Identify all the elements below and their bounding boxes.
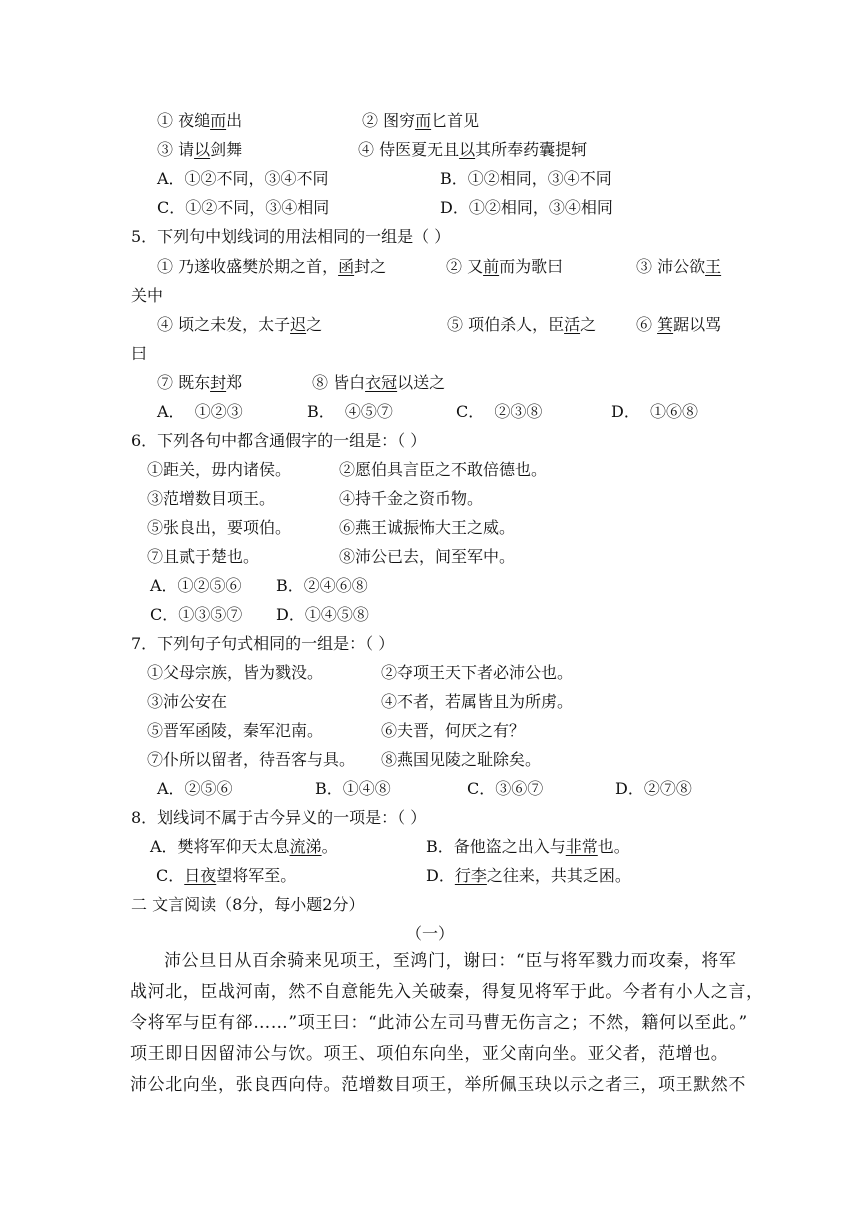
q8-choice-d-underlined: 行李 [454,866,487,885]
q5-option-5-pre: ⑤ 项伯杀人，臣 [447,315,565,334]
q7-sentence-1: ①父母宗族，皆为戮没。 [147,663,324,682]
q6-choice-d: D．①④⑤⑧ [276,605,369,624]
q6-sentence-8: ⑧沛公已去，间至军中。 [339,547,516,566]
q7-choice-d: D．②⑦⑧ [615,779,692,798]
q5-option-6-pre: ⑥ [636,315,658,334]
q7-sentence-6: ⑥夫晋，何厌之有？ [381,721,526,740]
q7-choice-b: B．①④⑧ [315,779,391,798]
passage-text [130,946,764,1101]
q8-choice-c-pre: C． [156,866,185,885]
q8-choice-b [426,837,630,857]
q7-sentence-7: ⑦仆所以留者，待吾客与具。 [147,750,356,769]
q5-option-3-continued: 关中 [131,286,164,305]
q5-stem: 5．下列句中划线词的用法相同的一组是（ ） [131,227,451,246]
q5-choice-b: B． ④⑤⑦ [307,402,393,421]
q8-choice-b-pre: B．备他盗之出入与 [426,837,566,856]
q8-stem: 8．划线词不属于古今异义的一项是：（ ） [131,808,427,827]
q6-stem: 6．下列各句中都含通假字的一组是：（ ） [131,431,427,450]
q5-option-2-pre: ② 又 [446,257,484,276]
q5-option-8 [312,373,445,393]
q4-choice-b: B．①②相同，③④不同 [440,169,612,188]
q8-choice-a-pre: A．樊将军仰天太息 [150,837,290,856]
passage-line-2: 战河北，臣战河南，然不自意能先入关破秦，得复见将军于此。今者有小人之言， [130,982,764,1002]
passage-line-3: 令将军与臣有郤……”项王曰：“此沛公左司马曹无伤言之；不然，籍何以至此。” [130,1013,748,1033]
q4-option-4-post: 其所奉药囊提轲 [475,140,588,159]
q5-option-6 [636,315,721,335]
q8-choice-b-underlined: 非常 [565,837,598,856]
q5-option-8-post: 以送之 [397,373,446,392]
q6-sentence-1: ①距关，毋内诸侯。 [147,460,292,479]
q5-option-2-post: 而为歌曰 [499,257,564,276]
q7-stem: 7．下列句子句式相同的一组是：（ ） [131,634,395,653]
q5-option-1-pre: ① 乃遂收盛樊於期之首， [157,257,339,276]
q5-option-3 [636,257,721,277]
q4-option-3-pre: ③ 请 [157,140,195,159]
q5-option-6-continued: 曰 [131,344,148,363]
q5-option-7 [157,373,242,393]
q5-option-1 [157,257,386,277]
q8-choice-c-post: 望将军至。 [216,866,297,885]
q7-choice-a: A．②⑤⑥ [157,779,233,798]
q4-option-1-pre: ① 夜缒 [157,111,211,130]
q5-option-1-underlined: 函 [338,257,355,276]
q4-option-4 [358,140,587,160]
q5-option-2 [446,257,563,277]
q6-choice-c: C．①③⑤⑦ [150,605,243,624]
passage-line-1: 沛公旦日从百余骑来见项王，至鸿门，谢曰：“臣与将军戮力而攻秦，将军 [164,951,737,971]
q6-choice-b: B．②④⑥⑧ [276,576,368,595]
passage-line-5: 沛公北向坐，张良西向侍。范增数目项王，举所佩玉玦以示之者三，项王默然不 [130,1075,746,1095]
q8-choice-a-post: 。 [321,837,338,856]
q4-option-3-underlined: 以 [194,140,211,159]
q5-option-7-underlined: 封 [210,373,227,392]
q8-choice-a [150,837,338,857]
q8-choice-b-post: 也。 [597,837,630,856]
q5-choice-a: A． ①②③ [157,402,243,421]
q5-option-4-underlined: 迟 [290,315,307,334]
q4-option-2-pre: ② 图穷 [362,111,416,130]
q5-choice-c: C． ②③⑧ [456,402,543,421]
q5-option-1-post: 封之 [354,257,387,276]
q5-option-5-post: 之 [580,315,597,334]
q5-option-5 [447,315,596,335]
q4-option-1 [157,111,242,131]
section-2-subtitle: （一） [405,924,454,943]
q5-option-6-underlined: 箕 [657,315,674,334]
q8-choice-d [426,866,631,886]
q4-choice-d: D．①②相同，③④相同 [440,198,613,217]
q4-option-2-underlined: 而 [415,111,432,130]
q5-option-7-pre: ⑦ 既东 [157,373,211,392]
q5-option-4 [157,315,322,335]
q5-option-3-pre: ③ 沛公欲 [636,257,706,276]
q8-choice-c-underlined: 日夜 [184,866,217,885]
q5-option-4-pre: ④ 顷之未发，太子 [157,315,291,334]
q4-option-3 [157,140,242,160]
q7-sentence-3: ③沛公安在 [147,692,228,711]
section-2-title: 二 文言阅读（8分，每小题2分） [131,895,365,914]
q8-choice-d-post: 之往来，共其乏困。 [486,866,631,885]
q8-choice-a-underlined: 流涕 [289,837,322,856]
q4-option-3-post: 剑舞 [210,140,243,159]
q8-choice-c [156,866,296,886]
q5-option-7-post: 郑 [226,373,243,392]
q7-sentence-8: ⑧燕国见陵之耻除矣。 [381,750,542,769]
q5-option-8-underlined: 衣冠 [365,373,398,392]
q6-sentence-7: ⑦且贰于楚也。 [147,547,260,566]
q4-option-2 [362,111,479,131]
q5-option-5-underlined: 活 [564,315,581,334]
q6-sentence-2: ②愿伯具言臣之不敢倍德也。 [339,460,548,479]
q4-choice-c: C．①②不同，③④相同 [157,198,330,217]
q4-option-4-underlined: 以 [459,140,476,159]
q5-option-8-pre: ⑧ 皆白 [312,373,366,392]
q4-choice-a: A．①②不同，③④不同 [157,169,329,188]
passage-line-4: 项王即日因留沛公与饮。项王、项伯东向坐，亚父南向坐。亚父者，范增也。 [130,1044,729,1064]
q7-sentence-4: ④不者，若属皆且为所虏。 [381,692,574,711]
q7-sentence-2: ②夺项王天下者必沛公也。 [381,663,574,682]
q7-choice-c: C．③⑥⑦ [467,779,544,798]
q4-option-1-post: 出 [226,111,243,130]
q5-option-2-underlined: 前 [483,257,500,276]
q7-sentence-5: ⑤晋军函陵，秦军氾南。 [147,721,324,740]
q4-option-2-post: 匕首见 [431,111,480,130]
q5-option-3-underlined: 王 [705,257,722,276]
q6-choice-a: A．①②⑤⑥ [150,576,242,595]
q6-sentence-5: ⑤张良出，要项伯。 [147,518,292,537]
q5-choice-d: D． ①⑥⑧ [611,402,699,421]
q8-choice-d-pre: D． [426,866,455,885]
q5-option-6-post: 踞以骂 [673,315,722,334]
q4-option-4-pre: ④ 侍医夏无且 [358,140,460,159]
q6-sentence-3: ③范增数目项王。 [147,489,276,508]
q6-sentence-4: ④持千金之资币物。 [339,489,484,508]
q5-option-4-post: 之 [306,315,323,334]
q4-option-1-underlined: 而 [210,111,227,130]
q6-sentence-6: ⑥燕王诚振怖大王之威。 [339,518,516,537]
